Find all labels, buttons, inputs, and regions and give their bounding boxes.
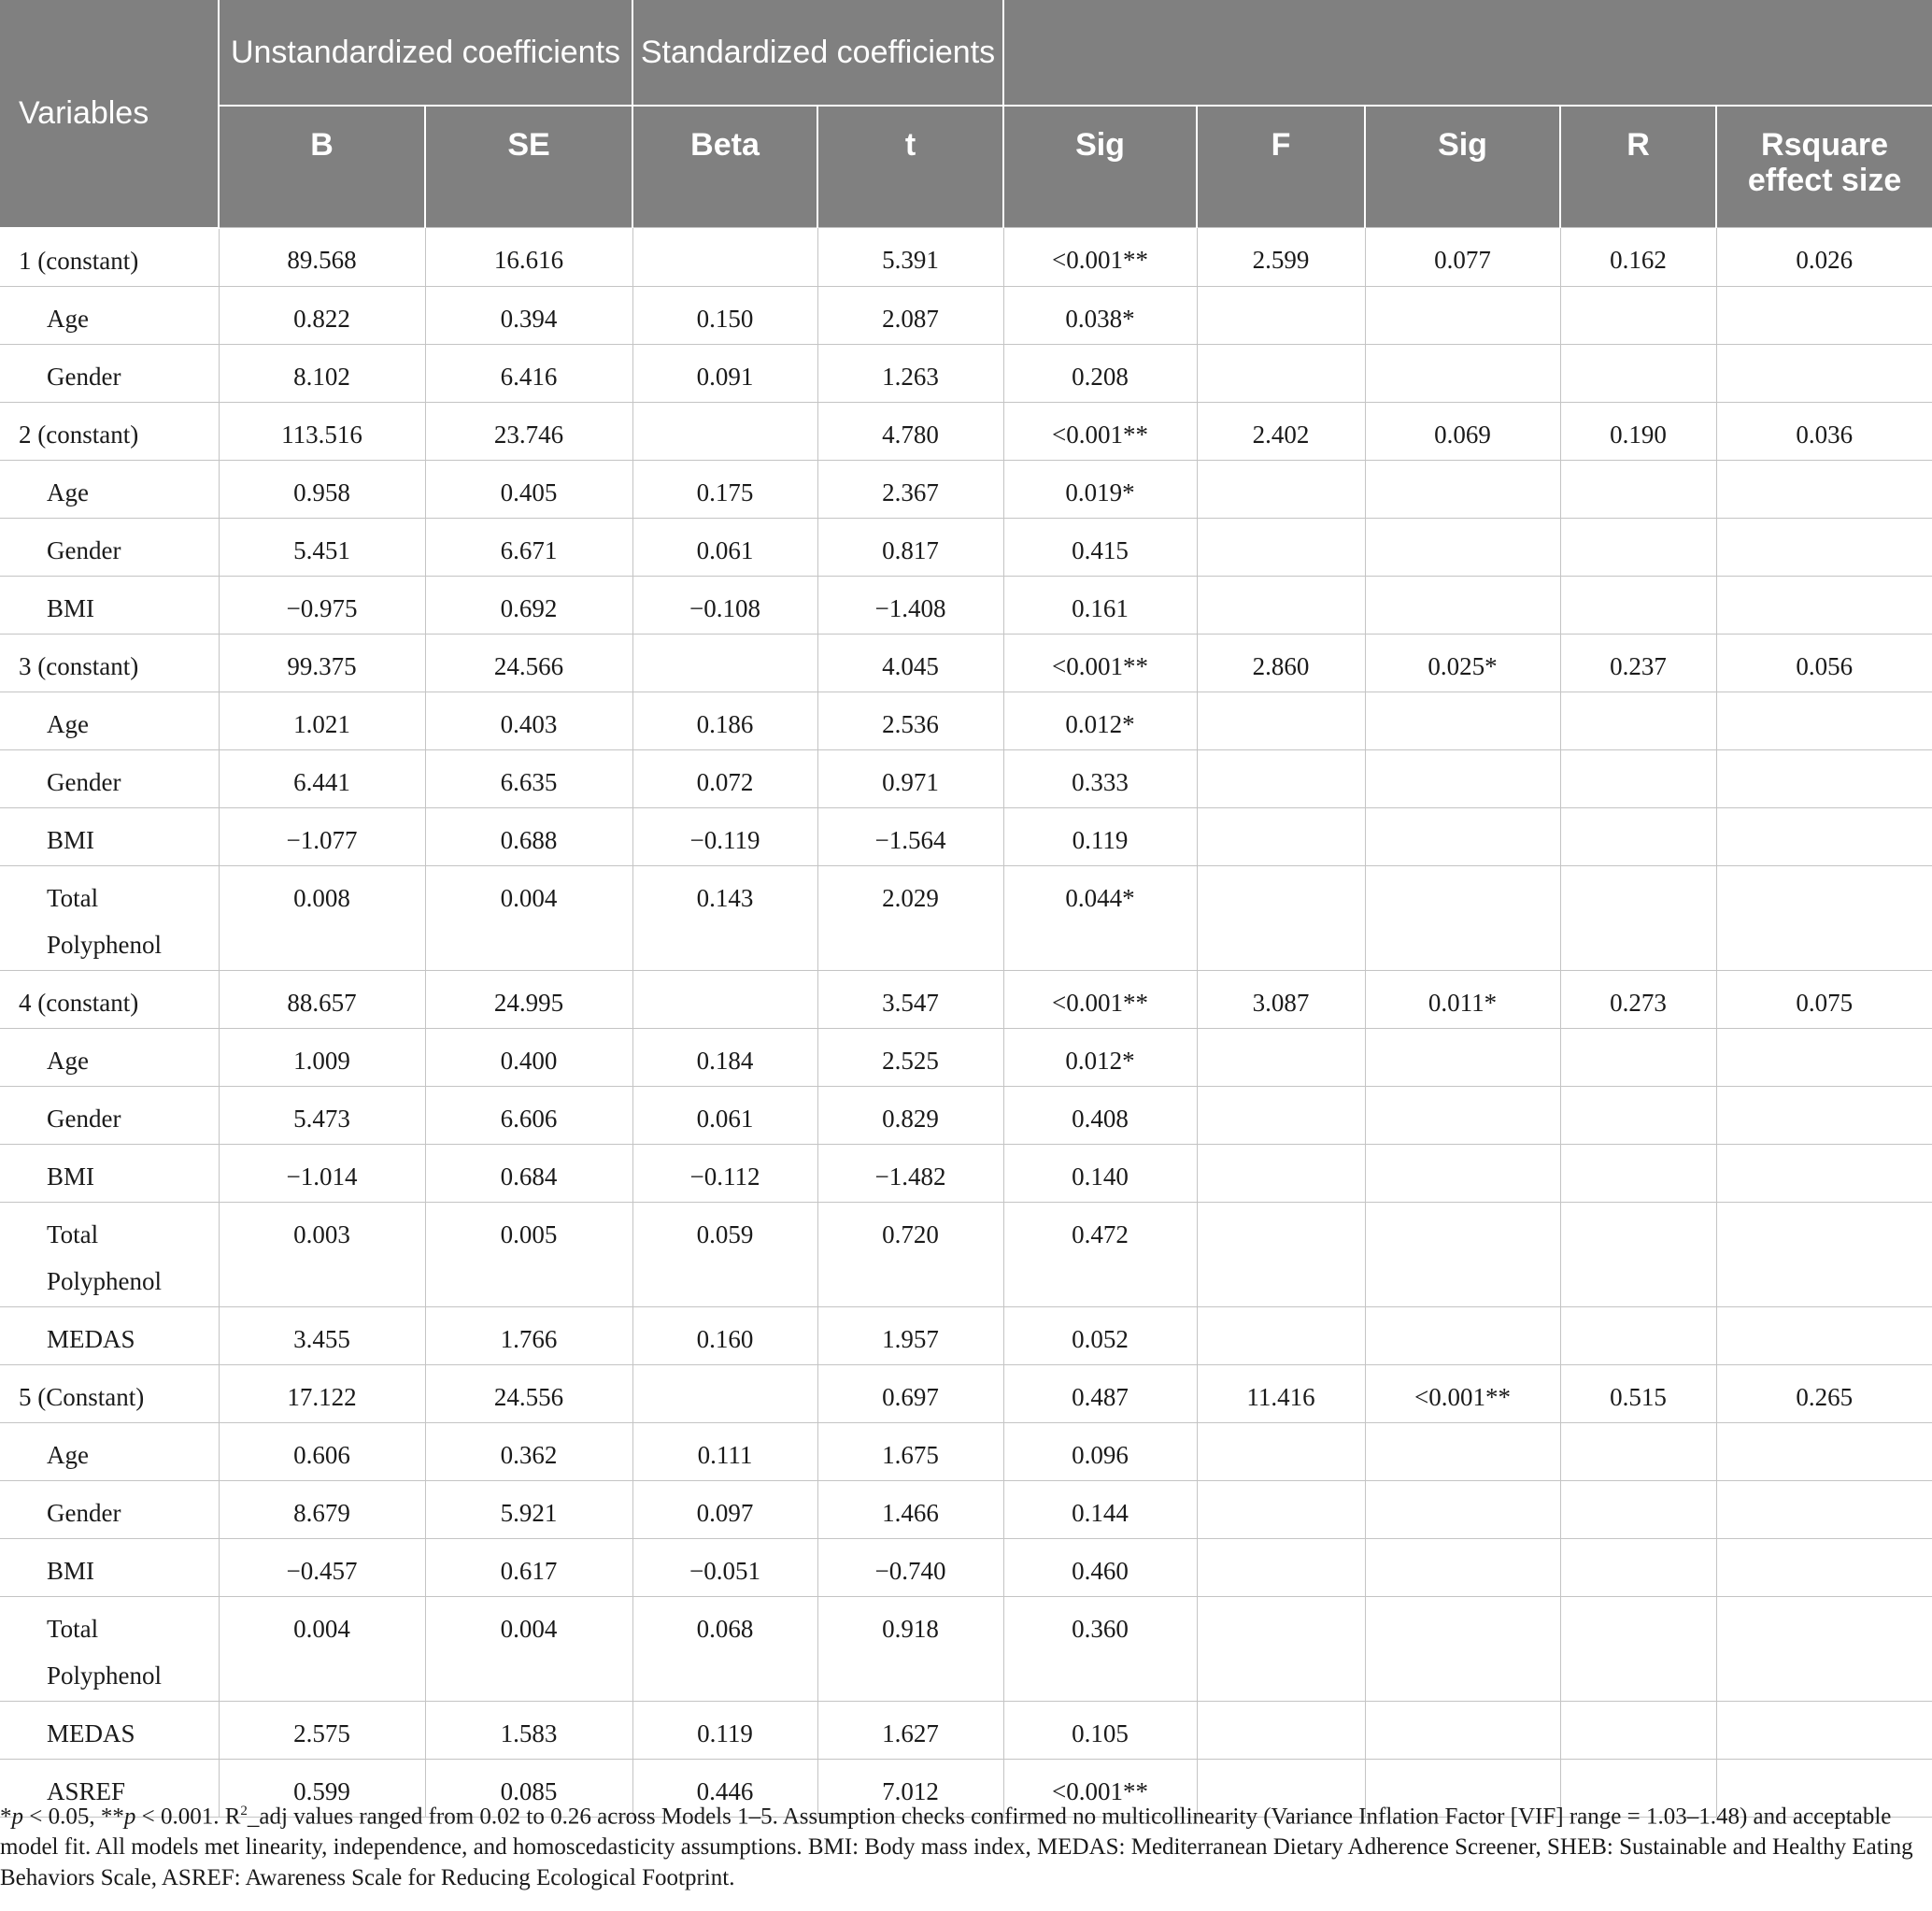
r-cell xyxy=(1560,692,1716,749)
variable-cell: 2 (constant) xyxy=(0,402,219,460)
r-cell: 0.515 xyxy=(1560,1364,1716,1422)
beta-cell xyxy=(632,1364,817,1422)
model-sig-cell xyxy=(1365,576,1560,634)
variable-cell: Total Polyphenol xyxy=(0,1202,219,1306)
model-sig-cell xyxy=(1365,1144,1560,1202)
model-sig-cell xyxy=(1365,1701,1560,1759)
variable-cell: Gender xyxy=(0,1480,219,1538)
sig-cell: <0.001** xyxy=(1003,228,1197,287)
f-cell xyxy=(1197,1028,1365,1086)
f-cell: 11.416 xyxy=(1197,1364,1365,1422)
beta-cell: 0.160 xyxy=(632,1306,817,1364)
b-cell: 88.657 xyxy=(219,970,425,1028)
r-cell xyxy=(1560,576,1716,634)
variable-cell: Age xyxy=(0,692,219,749)
header-standardized-coefficients: Standardized coefficients xyxy=(632,0,1003,106)
model-sig-cell: 0.069 xyxy=(1365,402,1560,460)
model-sig-cell xyxy=(1365,692,1560,749)
variable-cell: Gender xyxy=(0,344,219,402)
se-cell: 24.995 xyxy=(425,970,632,1028)
table-row xyxy=(0,634,1932,692)
model-sig-cell xyxy=(1365,344,1560,402)
model-sig-cell xyxy=(1365,460,1560,518)
f-cell xyxy=(1197,1086,1365,1144)
sig-cell: 0.119 xyxy=(1003,807,1197,865)
table-row xyxy=(0,1202,1932,1306)
beta-cell: −0.051 xyxy=(632,1538,817,1596)
r-cell xyxy=(1560,1596,1716,1701)
sig-cell: 0.105 xyxy=(1003,1701,1197,1759)
sig-cell: 0.038* xyxy=(1003,286,1197,344)
model-sig-cell xyxy=(1365,749,1560,807)
r-cell xyxy=(1560,460,1716,518)
beta-cell: −0.119 xyxy=(632,807,817,865)
footnote-r2-symbol: R xyxy=(224,1804,241,1830)
r-cell xyxy=(1560,518,1716,576)
r-cell xyxy=(1560,1086,1716,1144)
sig-cell: 0.408 xyxy=(1003,1086,1197,1144)
r-cell xyxy=(1560,286,1716,344)
se-cell: 0.085 xyxy=(425,1759,632,1817)
table-row xyxy=(0,460,1932,518)
t-cell: 0.720 xyxy=(817,1202,1003,1306)
footnote-p-symbol-1: p xyxy=(11,1804,23,1830)
f-cell xyxy=(1197,1422,1365,1480)
rsquare-cell xyxy=(1716,807,1932,865)
header-r: R xyxy=(1560,106,1716,228)
t-cell: 0.971 xyxy=(817,749,1003,807)
table-row xyxy=(0,692,1932,749)
header-model-stats-group xyxy=(1003,0,1932,106)
r-cell: 0.273 xyxy=(1560,970,1716,1028)
table-body xyxy=(0,228,1932,1818)
t-cell: 5.391 xyxy=(817,228,1003,287)
f-cell xyxy=(1197,1480,1365,1538)
r-cell xyxy=(1560,344,1716,402)
model-sig-cell xyxy=(1365,1538,1560,1596)
table-row xyxy=(0,749,1932,807)
r-cell xyxy=(1560,1144,1716,1202)
f-cell xyxy=(1197,1144,1365,1202)
rsquare-cell xyxy=(1716,1144,1932,1202)
f-cell xyxy=(1197,1701,1365,1759)
table-row xyxy=(0,1701,1932,1759)
variable-cell: 3 (constant) xyxy=(0,634,219,692)
variable-cell: Total Polyphenol xyxy=(0,1596,219,1701)
variable-cell: Total Polyphenol xyxy=(0,865,219,970)
se-cell: 16.616 xyxy=(425,228,632,287)
sig-cell: 0.012* xyxy=(1003,692,1197,749)
variable-cell: MEDAS xyxy=(0,1701,219,1759)
t-cell: 4.780 xyxy=(817,402,1003,460)
r-cell: 0.162 xyxy=(1560,228,1716,287)
beta-cell: 0.446 xyxy=(632,1759,817,1817)
b-cell: 1.021 xyxy=(219,692,425,749)
table-row xyxy=(0,344,1932,402)
r-cell: 0.237 xyxy=(1560,634,1716,692)
b-cell: 2.575 xyxy=(219,1701,425,1759)
model-sig-cell xyxy=(1365,1028,1560,1086)
b-cell: −0.457 xyxy=(219,1538,425,1596)
beta-cell: 0.143 xyxy=(632,865,817,970)
b-cell: 0.008 xyxy=(219,865,425,970)
header-sig: Sig xyxy=(1003,106,1197,228)
model-sig-cell xyxy=(1365,807,1560,865)
r-cell xyxy=(1560,865,1716,970)
se-cell: 23.746 xyxy=(425,402,632,460)
beta-cell: 0.059 xyxy=(632,1202,817,1306)
beta-cell: 0.119 xyxy=(632,1701,817,1759)
f-cell xyxy=(1197,344,1365,402)
rsquare-cell xyxy=(1716,1306,1932,1364)
footnote-text: _adj values ranged from 0.02 to 0.26 across Models 1–5. Assumption checks confirmed no multicollinearity (Variance Inflation Factor [VIF] range = 1.03–1.48) and acceptable model fit. All models met linearity, independence, and homoscedasticity assumptions. BMI: Body mass index, MEDAS: Mediterranean Dietary Adherence Screener, SHEB: Sustainable and Healthy Eating Behaviors Scale, ASREF: Awareness Scale for Reducing Ecological Footprint. xyxy=(0,1804,1913,1891)
t-cell: 1.627 xyxy=(817,1701,1003,1759)
t-cell: 0.817 xyxy=(817,518,1003,576)
b-cell: 8.102 xyxy=(219,344,425,402)
se-cell: 0.617 xyxy=(425,1538,632,1596)
footnote-r2-superscript: 2 xyxy=(240,1804,248,1818)
beta-cell: 0.175 xyxy=(632,460,817,518)
rsquare-cell xyxy=(1716,344,1932,402)
t-cell: 3.547 xyxy=(817,970,1003,1028)
beta-cell: 0.097 xyxy=(632,1480,817,1538)
variable-cell: BMI xyxy=(0,807,219,865)
sig-cell: 0.487 xyxy=(1003,1364,1197,1422)
t-cell: 2.367 xyxy=(817,460,1003,518)
sig-cell: 0.161 xyxy=(1003,576,1197,634)
r-cell xyxy=(1560,1306,1716,1364)
model-sig-cell xyxy=(1365,1306,1560,1364)
table-row xyxy=(0,1422,1932,1480)
se-cell: 1.583 xyxy=(425,1701,632,1759)
sig-cell: 0.415 xyxy=(1003,518,1197,576)
beta-cell: 0.184 xyxy=(632,1028,817,1086)
rsquare-cell xyxy=(1716,1480,1932,1538)
variable-cell: ASREF xyxy=(0,1759,219,1817)
se-cell: 0.004 xyxy=(425,865,632,970)
variable-cell: Age xyxy=(0,1028,219,1086)
b-cell: 3.455 xyxy=(219,1306,425,1364)
header-t: t xyxy=(817,106,1003,228)
rsquare-cell xyxy=(1716,1202,1932,1306)
sig-cell: <0.001** xyxy=(1003,970,1197,1028)
se-cell: 24.556 xyxy=(425,1364,632,1422)
table-row xyxy=(0,970,1932,1028)
header-f: F xyxy=(1197,106,1365,228)
sig-cell: 0.096 xyxy=(1003,1422,1197,1480)
variable-cell: 5 (Constant) xyxy=(0,1364,219,1422)
variable-cell: Age xyxy=(0,460,219,518)
f-cell xyxy=(1197,692,1365,749)
r-cell xyxy=(1560,1480,1716,1538)
t-cell: 0.697 xyxy=(817,1364,1003,1422)
beta-cell: −0.108 xyxy=(632,576,817,634)
se-cell: 0.688 xyxy=(425,807,632,865)
se-cell: 1.766 xyxy=(425,1306,632,1364)
t-cell: 2.029 xyxy=(817,865,1003,970)
variable-cell: Age xyxy=(0,286,219,344)
footnote-sig2-text: < 0.001. xyxy=(135,1804,225,1830)
sig-cell: 0.052 xyxy=(1003,1306,1197,1364)
se-cell: 0.684 xyxy=(425,1144,632,1202)
table-row xyxy=(0,228,1932,287)
f-cell xyxy=(1197,1306,1365,1364)
se-cell: 0.005 xyxy=(425,1202,632,1306)
f-cell xyxy=(1197,286,1365,344)
t-cell: 0.829 xyxy=(817,1086,1003,1144)
model-sig-cell xyxy=(1365,865,1560,970)
t-cell: 7.012 xyxy=(817,1759,1003,1817)
header-variables: Variables xyxy=(0,0,219,228)
b-cell: 1.009 xyxy=(219,1028,425,1086)
beta-cell: 0.072 xyxy=(632,749,817,807)
variable-cell: Gender xyxy=(0,1086,219,1144)
table-row xyxy=(0,807,1932,865)
rsquare-cell: 0.075 xyxy=(1716,970,1932,1028)
b-cell: −1.077 xyxy=(219,807,425,865)
beta-cell: 0.061 xyxy=(632,518,817,576)
rsquare-cell xyxy=(1716,865,1932,970)
header-se: SE xyxy=(425,106,632,228)
variable-cell: 1 (constant) xyxy=(0,228,219,287)
t-cell: 4.045 xyxy=(817,634,1003,692)
table-row xyxy=(0,576,1932,634)
sig-cell: <0.001** xyxy=(1003,1759,1197,1817)
se-cell: 6.606 xyxy=(425,1086,632,1144)
footnote-p-symbol-2: p xyxy=(123,1804,136,1830)
beta-cell xyxy=(632,402,817,460)
r-cell: 0.190 xyxy=(1560,402,1716,460)
footnote-sig1-prefix: * xyxy=(0,1804,12,1830)
variable-cell: BMI xyxy=(0,1538,219,1596)
table-row xyxy=(0,402,1932,460)
b-cell: −0.975 xyxy=(219,576,425,634)
b-cell: 0.958 xyxy=(219,460,425,518)
sig-cell: <0.001** xyxy=(1003,402,1197,460)
b-cell: 89.568 xyxy=(219,228,425,287)
beta-cell xyxy=(632,970,817,1028)
f-cell xyxy=(1197,807,1365,865)
model-sig-cell: <0.001** xyxy=(1365,1364,1560,1422)
t-cell: 1.957 xyxy=(817,1306,1003,1364)
b-cell: 99.375 xyxy=(219,634,425,692)
b-cell: 8.679 xyxy=(219,1480,425,1538)
t-cell: 2.536 xyxy=(817,692,1003,749)
beta-cell xyxy=(632,228,817,287)
b-cell: 0.606 xyxy=(219,1422,425,1480)
t-cell: −0.740 xyxy=(817,1538,1003,1596)
se-cell: 0.403 xyxy=(425,692,632,749)
variable-cell: Age xyxy=(0,1422,219,1480)
table-row xyxy=(0,1596,1932,1701)
se-cell: 5.921 xyxy=(425,1480,632,1538)
beta-cell: −0.112 xyxy=(632,1144,817,1202)
b-cell: 0.003 xyxy=(219,1202,425,1306)
sig-cell: <0.001** xyxy=(1003,634,1197,692)
t-cell: 1.675 xyxy=(817,1422,1003,1480)
se-cell: 0.405 xyxy=(425,460,632,518)
table-row xyxy=(0,1364,1932,1422)
beta-cell: 0.061 xyxy=(632,1086,817,1144)
table-row xyxy=(0,1028,1932,1086)
r-cell xyxy=(1560,749,1716,807)
t-cell: −1.408 xyxy=(817,576,1003,634)
sig-cell: 0.472 xyxy=(1003,1202,1197,1306)
variable-cell: Gender xyxy=(0,749,219,807)
f-cell xyxy=(1197,1538,1365,1596)
rsquare-cell: 0.036 xyxy=(1716,402,1932,460)
sig-cell: 0.012* xyxy=(1003,1028,1197,1086)
f-cell xyxy=(1197,460,1365,518)
t-cell: 2.087 xyxy=(817,286,1003,344)
b-cell: −1.014 xyxy=(219,1144,425,1202)
beta-cell: 0.068 xyxy=(632,1596,817,1701)
beta-cell: 0.186 xyxy=(632,692,817,749)
footnote-sig1-text: < 0.05, ** xyxy=(23,1804,124,1830)
model-sig-cell xyxy=(1365,1422,1560,1480)
r-cell xyxy=(1560,807,1716,865)
rsquare-cell xyxy=(1716,518,1932,576)
f-cell xyxy=(1197,749,1365,807)
rsquare-cell xyxy=(1716,286,1932,344)
f-cell: 2.599 xyxy=(1197,228,1365,287)
table-row xyxy=(0,1538,1932,1596)
header-unstandardized-coefficients: Unstandardized coefficients xyxy=(219,0,632,106)
header-b: B xyxy=(219,106,425,228)
model-sig-cell: 0.077 xyxy=(1365,228,1560,287)
rsquare-cell: 0.056 xyxy=(1716,634,1932,692)
f-cell xyxy=(1197,1202,1365,1306)
rsquare-cell xyxy=(1716,1538,1932,1596)
model-sig-cell xyxy=(1365,1086,1560,1144)
b-cell: 113.516 xyxy=(219,402,425,460)
sig-cell: 0.044* xyxy=(1003,865,1197,970)
t-cell: 0.918 xyxy=(817,1596,1003,1701)
b-cell: 5.473 xyxy=(219,1086,425,1144)
variable-cell: 4 (constant) xyxy=(0,970,219,1028)
sig-cell: 0.140 xyxy=(1003,1144,1197,1202)
table-footnote xyxy=(0,1796,1915,1893)
b-cell: 17.122 xyxy=(219,1364,425,1422)
rsquare-cell xyxy=(1716,749,1932,807)
model-sig-cell xyxy=(1365,518,1560,576)
f-cell: 3.087 xyxy=(1197,970,1365,1028)
r-cell xyxy=(1560,1701,1716,1759)
t-cell: −1.482 xyxy=(817,1144,1003,1202)
t-cell: 2.525 xyxy=(817,1028,1003,1086)
b-cell: 0.822 xyxy=(219,286,425,344)
f-cell: 2.860 xyxy=(1197,634,1365,692)
table-row xyxy=(0,1086,1932,1144)
r-cell xyxy=(1560,1028,1716,1086)
header-beta: Beta xyxy=(632,106,817,228)
variable-cell: MEDAS xyxy=(0,1306,219,1364)
se-cell: 0.692 xyxy=(425,576,632,634)
se-cell: 6.635 xyxy=(425,749,632,807)
r-cell xyxy=(1560,1202,1716,1306)
table-row xyxy=(0,518,1932,576)
sig-cell: 0.019* xyxy=(1003,460,1197,518)
rsquare-cell xyxy=(1716,1596,1932,1701)
beta-cell: 0.111 xyxy=(632,1422,817,1480)
sig-cell: 0.208 xyxy=(1003,344,1197,402)
header-model-sig: Sig xyxy=(1365,106,1560,228)
rsquare-cell xyxy=(1716,692,1932,749)
table-row xyxy=(0,865,1932,970)
model-sig-cell xyxy=(1365,1596,1560,1701)
sig-cell: 0.144 xyxy=(1003,1480,1197,1538)
se-cell: 0.394 xyxy=(425,286,632,344)
se-cell: 24.566 xyxy=(425,634,632,692)
sig-cell: 0.333 xyxy=(1003,749,1197,807)
f-cell xyxy=(1197,576,1365,634)
variable-cell: BMI xyxy=(0,576,219,634)
table-row xyxy=(0,286,1932,344)
variable-cell: BMI xyxy=(0,1144,219,1202)
beta-cell: 0.150 xyxy=(632,286,817,344)
se-cell: 6.671 xyxy=(425,518,632,576)
b-cell: 6.441 xyxy=(219,749,425,807)
rsquare-cell: 0.265 xyxy=(1716,1364,1932,1422)
se-cell: 6.416 xyxy=(425,344,632,402)
f-cell: 2.402 xyxy=(1197,402,1365,460)
rsquare-cell xyxy=(1716,1086,1932,1144)
se-cell: 0.004 xyxy=(425,1596,632,1701)
rsquare-cell xyxy=(1716,1422,1932,1480)
f-cell xyxy=(1197,865,1365,970)
model-sig-cell xyxy=(1365,1202,1560,1306)
model-sig-cell: 0.011* xyxy=(1365,970,1560,1028)
b-cell: 0.004 xyxy=(219,1596,425,1701)
se-cell: 0.362 xyxy=(425,1422,632,1480)
rsquare-cell xyxy=(1716,576,1932,634)
rsquare-cell: 0.026 xyxy=(1716,228,1932,287)
sig-cell: 0.460 xyxy=(1003,1538,1197,1596)
model-sig-cell: 0.025* xyxy=(1365,634,1560,692)
r-cell xyxy=(1560,1422,1716,1480)
table-row xyxy=(0,1306,1932,1364)
rsquare-cell xyxy=(1716,1701,1932,1759)
table-header xyxy=(0,0,1932,228)
rsquare-cell xyxy=(1716,1028,1932,1086)
b-cell: 5.451 xyxy=(219,518,425,576)
r-cell xyxy=(1560,1538,1716,1596)
table-row xyxy=(0,1144,1932,1202)
model-sig-cell xyxy=(1365,286,1560,344)
beta-cell: 0.091 xyxy=(632,344,817,402)
t-cell: 1.466 xyxy=(817,1480,1003,1538)
beta-cell xyxy=(632,634,817,692)
se-cell: 0.400 xyxy=(425,1028,632,1086)
t-cell: −1.564 xyxy=(817,807,1003,865)
table-row xyxy=(0,1480,1932,1538)
rsquare-cell xyxy=(1716,460,1932,518)
b-cell: 0.599 xyxy=(219,1759,425,1817)
variable-cell: Gender xyxy=(0,518,219,576)
t-cell: 1.263 xyxy=(817,344,1003,402)
sig-cell: 0.360 xyxy=(1003,1596,1197,1701)
f-cell xyxy=(1197,518,1365,576)
f-cell xyxy=(1197,1596,1365,1701)
model-sig-cell xyxy=(1365,1480,1560,1538)
header-rsquare-effect-size: Rsquare effect size xyxy=(1716,106,1932,228)
